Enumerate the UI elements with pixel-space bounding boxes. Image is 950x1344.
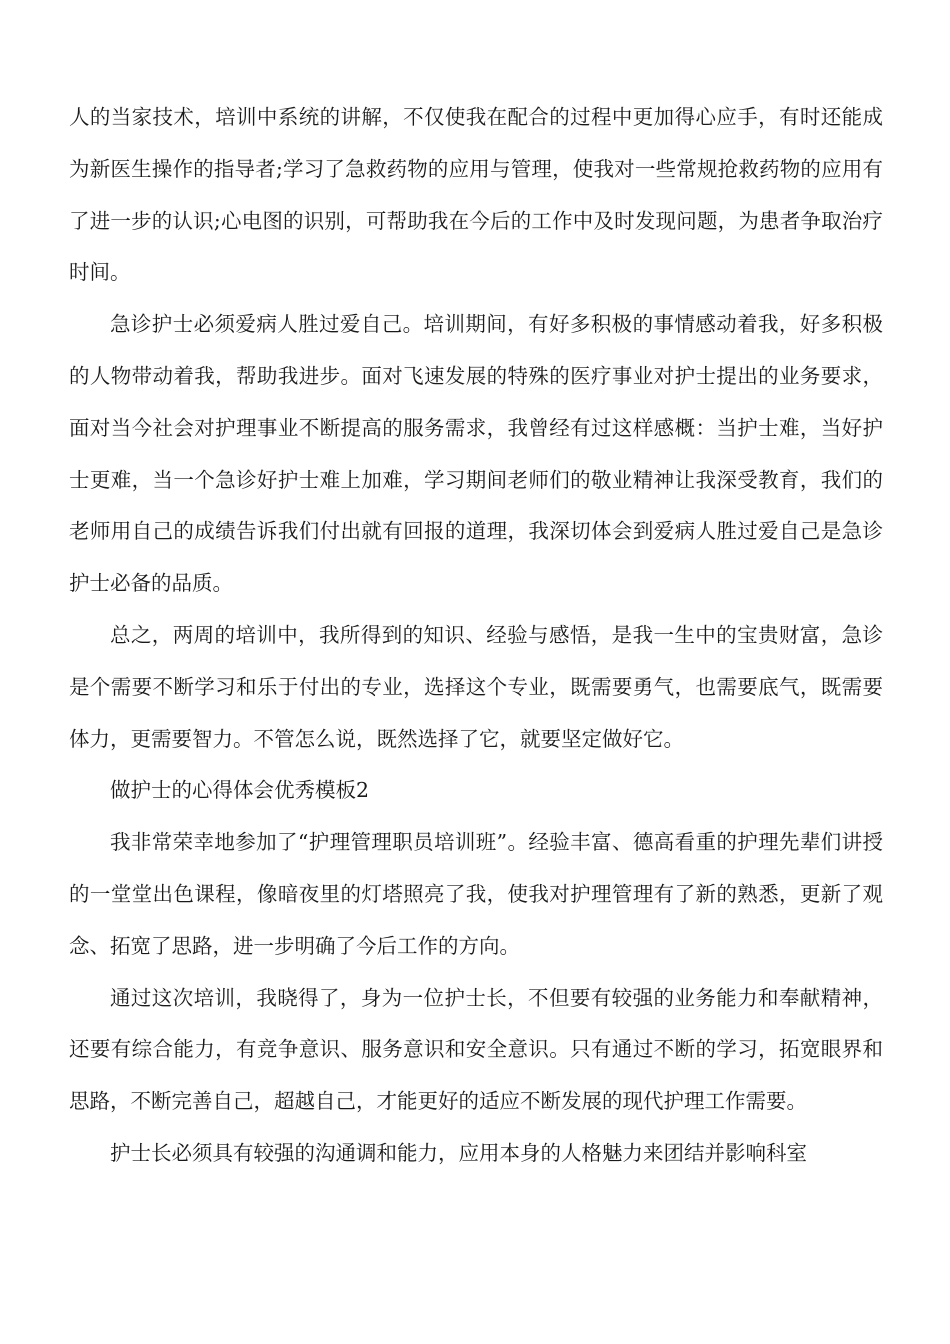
paragraph: 急诊护士必须爱病人胜过爱自己。培训期间，有好多积极的事情感动着我，好多积极的人物带动着我，帮助我进步。面对飞速发展的特殊的医疗事业对护士提出的业务要求，面对当今社会对护理事业不断提高的服务需求，我曾经有过这样感概：当护士难，当好护士更难，当一个急诊好护士难上加难，学习期间老师们的敬业精神让我深受教育，我们的老师用自己的成绩告诉我们付出就有回报的道理，我深切体会到爱病人胜过爱自己是急诊护士必备的品质。	[69, 312, 883, 596]
section-heading: 做护士的心得体会优秀模板2	[110, 778, 370, 803]
paragraph: 通过这次培训，我晓得了，身为一位护士长，不但要有较强的业务能力和奉献精神，还要有综合能力，有竞争意识、服务意识和安全意识。只有通过不断的学习，拓宽眼界和思路，不断完善自己，超越自己，才能更好的适应不断发展的现代护理工作需要。	[69, 985, 883, 1114]
paragraph: 我非常荣幸地参加了“护理管理职员培训班”。经验丰富、德高看重的护理先辈们讲授的一堂堂出色课程，像暗夜里的灯塔照亮了我，使我对护理管理有了新的熟悉，更新了观念、拓宽了思路，进一步明确了今后工作的方向。	[69, 830, 883, 958]
paragraph-continued: 人的当家技术，培训中系统的讲解，不仅使我在配合的过程中更加得心应手，有时还能成为新医生操作的指导者;学习了急救药物的应用与管理，使我对一些常规抢救药物的应用有了进一步的认识;心电图的识别，可帮助我在今后的工作中及时发现问题，为患者争取治疗时间。	[69, 105, 883, 285]
paragraph: 总之，两周的培训中，我所得到的知识、经验与感悟，是我一生中的宝贵财富，急诊是个需要不断学习和乐于付出的专业，选择这个专业，既需要勇气，也需要底气，既需要体力，更需要智力。不管怎么说，既然选择了它，就要坚定做好它。	[69, 622, 883, 751]
document-body	[69, 92, 883, 1180]
paragraph-truncated: 护士长必须具有较强的沟通调和能力，应用本身的人格魅力来团结并影响科室	[110, 1140, 807, 1165]
